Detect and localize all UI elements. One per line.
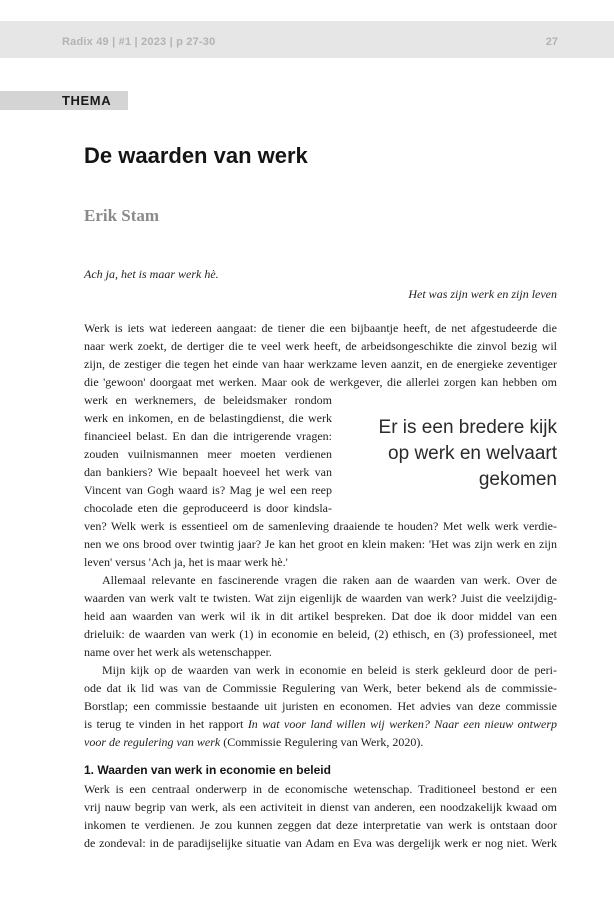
pull-quote-line: op werk en welvaart xyxy=(388,443,557,464)
body-line: nen we ons brood over twintig jaar? Je kan het groot en klein maken: 'Het was zijn werk en zijn xyxy=(84,537,557,551)
body-line: inkomen te verdienen. Je zou kunnen zeggen dat deze interpretatie van werk is ontstaan door xyxy=(84,818,557,832)
body-line: naar werk zoekt, de dertiger die te veel werk heeft, de arbeidsongeschikte die zinvol bezig wil xyxy=(84,339,557,353)
epigraph-line-2: Het was zijn werk en zijn leven xyxy=(408,287,557,301)
body-line: Mijn kijk op de waarden van werk in economie en beleid is sterk gekleurd door de peri- xyxy=(102,663,557,677)
body-line: waarden van werk valt te twisten. Wat zijn eigenlijk de waarden van werk? Juist die veelzijdig- xyxy=(84,591,557,605)
body-line: drieluik: de waarden van werk (1) in economie en beleid, (2) ethisch, en (3) professioneel, met xyxy=(84,627,557,641)
body-line: Werk is iets wat iedereen aangaat: de tiener die een bijbaantje heeft, de net afgestudeerde die xyxy=(84,321,557,335)
citation: (Commissie Regulering van Werk, 2020). xyxy=(220,735,424,749)
author-name: Erik Stam xyxy=(84,206,160,225)
body-text: is terug te vinden in het rapport xyxy=(84,717,248,731)
body-line: ven? Welk werk is essentieel om de samenleving draaiende te houden? Met welk werk verdie- xyxy=(84,519,557,533)
article-title: De waarden van werk xyxy=(84,143,308,168)
pull-quote-line: gekomen xyxy=(478,469,557,490)
body-line: vrij nauw begrip van werk, als een activiteit in dienst van anderen, een noodzakelijk kwaad om xyxy=(84,800,557,814)
body-line: Borstlap; een commissie bestaande uit juristen en economen. Het advies van deze commissie xyxy=(84,699,557,713)
body-line: werk en inkomen, en de belastingdienst, die werk xyxy=(84,411,332,425)
body-line: de zondeval: in de paradijselijke situatie van Adam en Eva was dergelijk werk er nog niet. Werk xyxy=(84,836,557,850)
body-line: financieel belast. En dan die intrigerende vragen: xyxy=(84,429,332,443)
body-line-with-report-title xyxy=(84,715,557,733)
body-line: Vincent van Gogh waard is? Mag je wel een reep xyxy=(84,483,332,497)
pull-quote-line: Er is een bredere kijk xyxy=(378,417,557,438)
body-line: Allemaal relevante en fascinerende vragen die raken aan de waarden van werk. Over de xyxy=(102,573,557,587)
journal-citation: Radix 49 | #1 | 2023 | p 27-30 xyxy=(62,36,216,48)
epigraph-line-1: Ach ja, het is maar werk hè. xyxy=(84,267,219,281)
report-title: In wat voor land willen wij werken? Naar een nieuw ontwerp xyxy=(247,717,557,731)
body-line-with-citation xyxy=(84,733,557,751)
page-number: 27 xyxy=(545,36,558,48)
body-line: werk en werknemers, de beleidsmaker rondom xyxy=(84,393,332,407)
body-line: Werk is een centraal onderwerp in de economische wetenschap. Traditioneel bestond er een xyxy=(84,782,557,796)
body-line: name over het werk als wetenschapper. xyxy=(84,645,272,659)
body-line: dan bankiers? Wie bepaalt hoeveel het werk van xyxy=(84,465,332,479)
body-line: leven' versus 'Ach ja, het is maar werk hè.' xyxy=(84,555,288,569)
report-title: voor de regulering van werk xyxy=(84,735,221,749)
section-heading: 1. Waarden van werk in economie en beleid xyxy=(84,763,331,777)
body-line: zouden vuilnismannen meer moeten verdienen xyxy=(84,447,332,461)
body-line: chocolade eten die geproduceerd is door kindsla- xyxy=(84,501,332,515)
body-line: die 'gewoon' doorgaat met werken. Maar ook de werkgever, die allerlei zorgen kan hebben om xyxy=(84,375,557,389)
section-label: THEMA xyxy=(62,93,112,108)
body-line: zijn, de zestiger die tegen het einde van haar werkzame leven aanzit, en de energieke zeventiger xyxy=(84,357,557,371)
body-line: ode dat ik lid was van de Commissie Regulering van Werk, beter bekend als de commissie- xyxy=(84,681,557,695)
body-line: heid aan waarden van werk wil ik in dit artikel bespreken. Dat doe ik door middel van een xyxy=(84,609,557,623)
